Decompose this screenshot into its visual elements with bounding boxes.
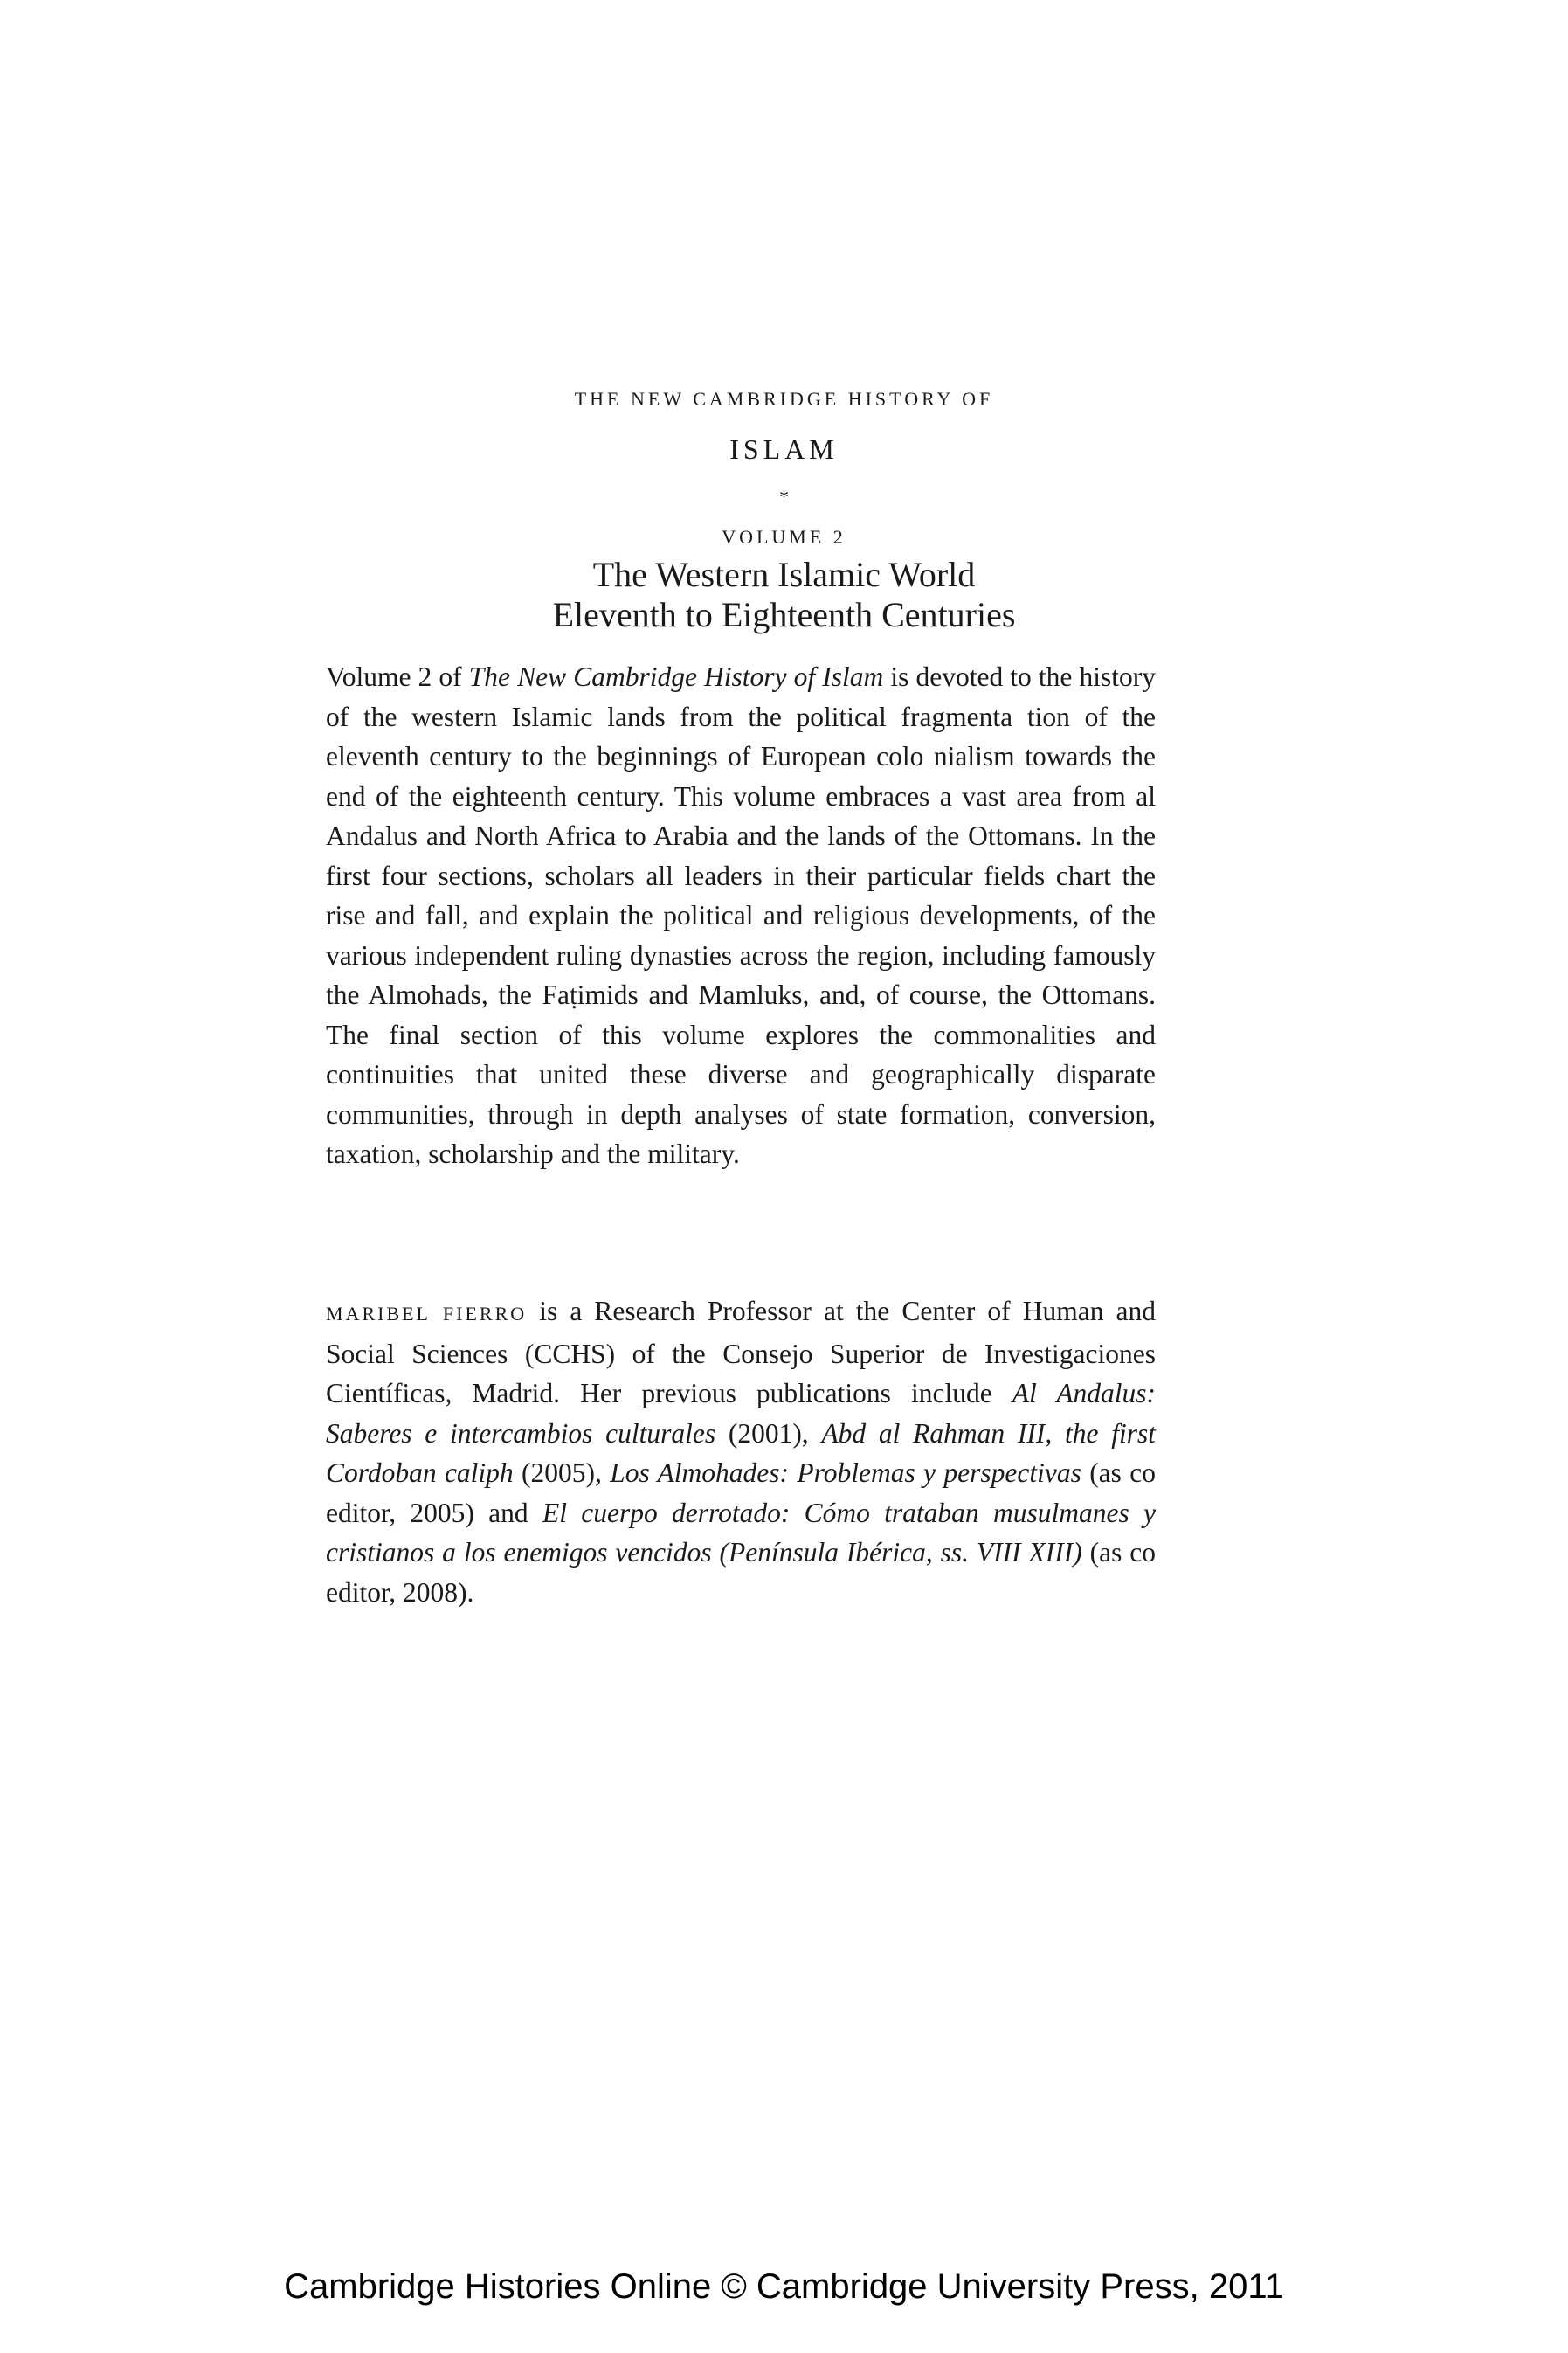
bio-text-4: (as co editor, 2005) and (326, 1457, 1157, 1528)
volume-description (326, 657, 1156, 1174)
publication-2: Abd al Rahman III, the first Cordoban caliph (326, 1417, 1156, 1488)
ornament-asterisk: * (779, 486, 789, 508)
bio-text-1: is a Research Professor at the Center of Human and Social Sciences (CCHS) of the Consejo Superior de Investigaciones Científicas, Madrid. Her previous publications include (326, 1296, 1157, 1408)
bio-text-3: (2005), (513, 1457, 611, 1488)
publication-1: Al Andalus: Saberes e intercambios culturales (326, 1378, 1156, 1449)
copyright-footer: Cambridge Histories Online © Cambridge University Press, 2011 (284, 2267, 1284, 2306)
book-title: ISLAM (729, 433, 839, 465)
description-text-1: Volume 2 of (326, 661, 469, 692)
volume-title: The Western Islamic World (592, 555, 976, 594)
description-text-2: is devoted to the history of the western Islamic lands from the political fragmenta tion of the eleventh century to the beginnings of European colo nialism towards the end of the eighteenth century. This volume embraces a vast area from al Andalus and North Africa to Arabia and the lands of the Ottomans. In the first four sections, scholars all leaders in their particular fields chart the rise and fall, and explain the political and religious developments, of the various independent ruling dynasties across the region, including famously the Almohads, the Faṭimids and Mamluks, and, of course, the Ottomans. The final section of this volume explores the commonalities and continuities that united these diverse and geographically disparate communities, through in depth analyses of state formation, conversion, taxation, scholarship and the military. (326, 661, 1156, 1169)
publication-4: El cuerpo derrotado: Cómo trataban musulmanes y cristianos a los enemigos vencidos (Península Ibérica, ss. VIII XIII) (326, 1497, 1156, 1568)
volume-subtitle: Eleventh to Eighteenth Centuries (552, 595, 1016, 634)
bio-text-2: (2001), (715, 1417, 822, 1449)
description-italic-title: The New Cambridge History of Islam (468, 661, 884, 692)
author-name: MARIBEL FIERRO (326, 1303, 528, 1325)
bio-text-5: (as co editor, 2008). (326, 1537, 1156, 1608)
volume-label: VOLUME 2 (722, 526, 846, 548)
publication-3: Los Almohades: Problemas y perspectivas (610, 1457, 1081, 1488)
series-title: THE NEW CAMBRIDGE HISTORY OF (574, 388, 994, 410)
author-biography (326, 1291, 1156, 1612)
